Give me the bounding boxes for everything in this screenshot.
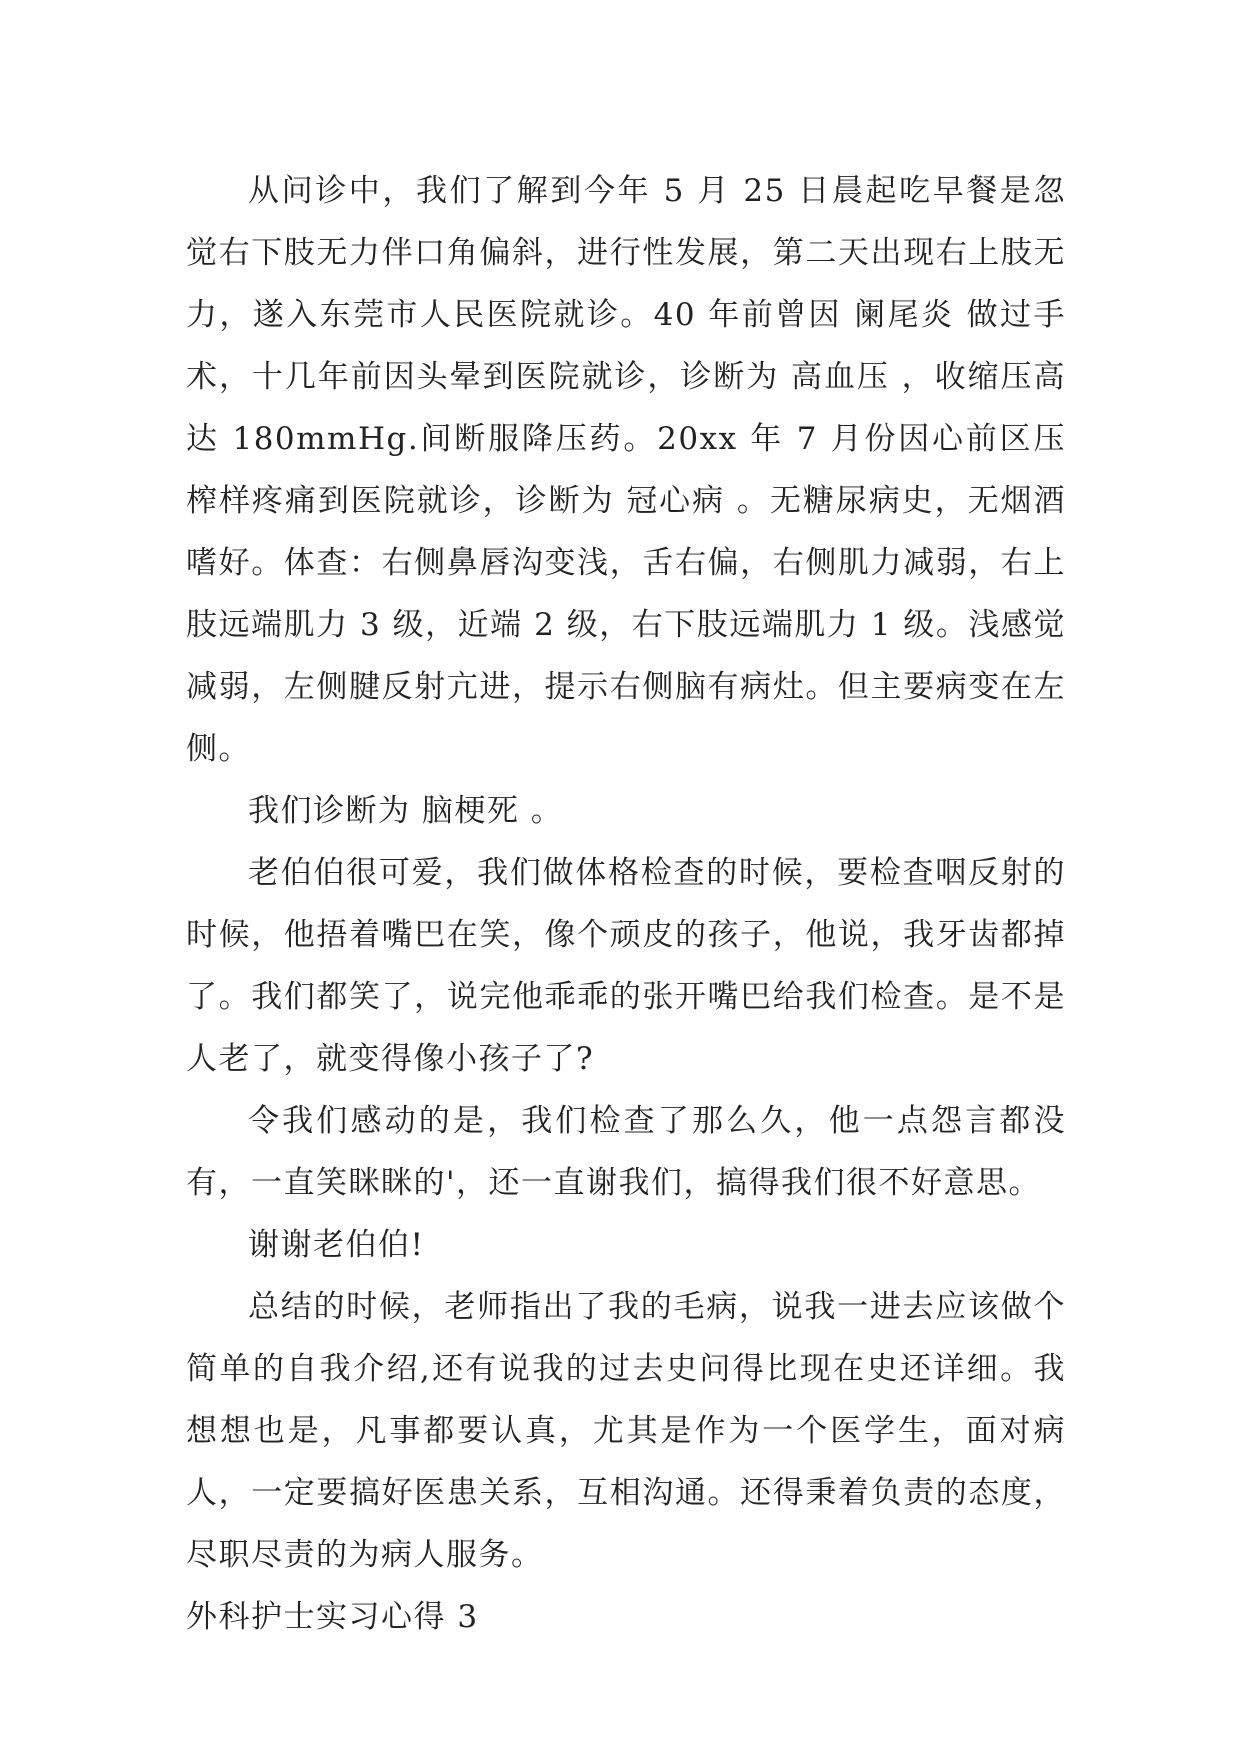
document-body bbox=[186, 160, 1066, 1648]
paragraph-diagnosis: 我们诊断为 脑梗死 。 bbox=[248, 793, 564, 829]
paragraph-thanks: 谢谢老伯伯! bbox=[248, 1227, 425, 1263]
paragraph-summary: 总结的时候，老师指出了我的毛病，说我一进去应该做个简单的自我介绍,还有说我的过去史问得比现在史还详细。我想想也是，凡事都要认真，尤其是作为一个医学生，面对病人，一定要搞好医患关系，互相沟通。还得秉着负责的态度，尽职尽责的为病人服务。 bbox=[186, 1289, 1066, 1573]
paragraph-gratitude: 令我们感动的是，我们检查了那么久，他一点怨言都没有，一直笑眯眯的'，还一直谢我们，搞得我们很不好意思。 bbox=[186, 1103, 1066, 1201]
paragraph-patient-anecdote: 老伯伯很可爱，我们做体格检查的时候，要检查咽反射的时候，他捂着嘴巴在笑，像个顽皮的孩子，他说，我牙齿都掉了。我们都笑了，说完他乖乖的张开嘴巴给我们检查。是不是人老了，就变得像小孩子了? bbox=[186, 855, 1066, 1077]
section-heading: 外科护士实习心得 3 bbox=[186, 1599, 479, 1635]
paragraph-history: 从问诊中，我们了解到今年 5 月 25 日晨起吃早餐是忽觉右下肢无力伴口角偏斜，进行性发展，第二天出现右上肢无力，遂入东莞市人民医院就诊。40 年前曾因 阑尾炎 做过手术，十几年前因头晕到医院就诊，诊断为 高血压 ，收缩压高达 180mmHg.间断服降压药。20xx 年 7 月份因心前区压榨样疼痛到医院就诊，诊断为 冠心病 。无糖尿病史，无烟酒嗜好。体查：右侧鼻唇沟变浅，舌右偏，右侧肌力减弱，右上肢远端肌力 3 级，近端 2 级，右下肢远端肌力 1 级。浅感觉减弱，左侧腱反射亢进，提示右侧脑有病灶。但主要病变在左侧。 bbox=[186, 173, 1066, 767]
